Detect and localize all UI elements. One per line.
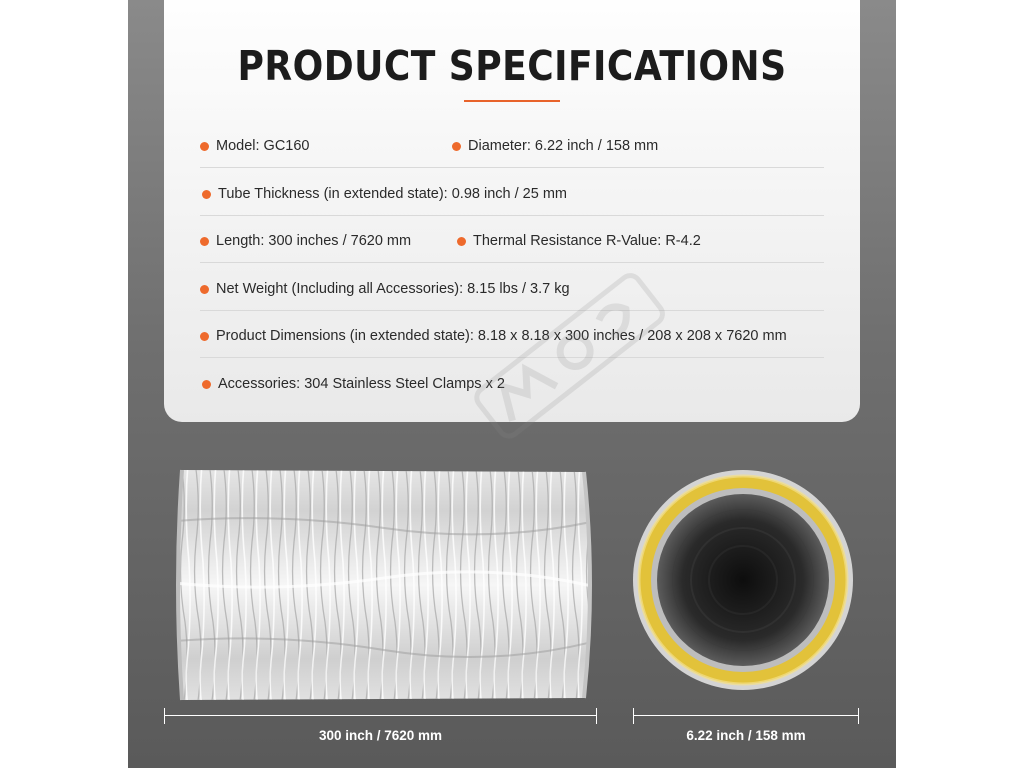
spec-text: Product Dimensions (in extended state): 8.18 x 8.18 x 300 inches / 208 x 208 x 7620 mm <box>216 328 787 344</box>
diameter-dimension-label: 6.22 inch / 158 mm <box>686 728 806 743</box>
bullet-dot-icon <box>457 237 466 246</box>
spec-item-length <box>200 233 411 249</box>
bullet-dot-icon <box>202 190 211 199</box>
page-title: PRODUCT SPECIFICATIONS <box>237 42 787 90</box>
duct-side-view-image <box>164 462 600 708</box>
spec-item-thickness <box>202 186 567 202</box>
bullet-dot-icon <box>200 237 209 246</box>
spec-item-model <box>200 138 310 154</box>
spec-item-dimensions <box>200 328 787 344</box>
spec-text: Model: GC160 <box>216 138 310 154</box>
spec-text: Length: 300 inches / 7620 mm <box>216 233 412 249</box>
spec-row <box>200 120 824 168</box>
spec-item-net-weight <box>200 281 570 297</box>
spec-item-diameter <box>452 138 658 154</box>
bullet-dot-icon <box>202 380 211 389</box>
spec-row <box>200 215 824 263</box>
spec-card <box>164 0 860 422</box>
spec-text: Thermal Resistance R-Value: R-4.2 <box>473 233 701 249</box>
spec-text: Net Weight (Including all Accessories): 8.15 lbs / 3.7 kg <box>216 281 570 297</box>
spec-text: Tube Thickness (in extended state): 0.98 inch / 25 mm <box>218 186 567 202</box>
spec-row <box>200 263 824 311</box>
spec-item-r-value <box>457 233 701 249</box>
spec-text: Diameter: 6.22 inch / 158 mm <box>468 138 659 154</box>
spec-text: Accessories: 304 Stainless Steel Clamps x 2 <box>218 376 505 392</box>
length-dimension-line <box>164 708 597 724</box>
bullet-dot-icon <box>200 142 209 151</box>
length-dimension-label: 300 inch / 7620 mm <box>318 728 443 743</box>
bullet-dot-icon <box>200 285 209 294</box>
spec-row <box>200 168 824 216</box>
bullet-dot-icon <box>452 142 461 151</box>
product-canvas <box>128 0 896 768</box>
duct-end-view-image <box>631 462 856 702</box>
diameter-dimension-line <box>633 708 859 724</box>
bullet-dot-icon <box>200 332 209 341</box>
title-underline <box>464 100 560 102</box>
